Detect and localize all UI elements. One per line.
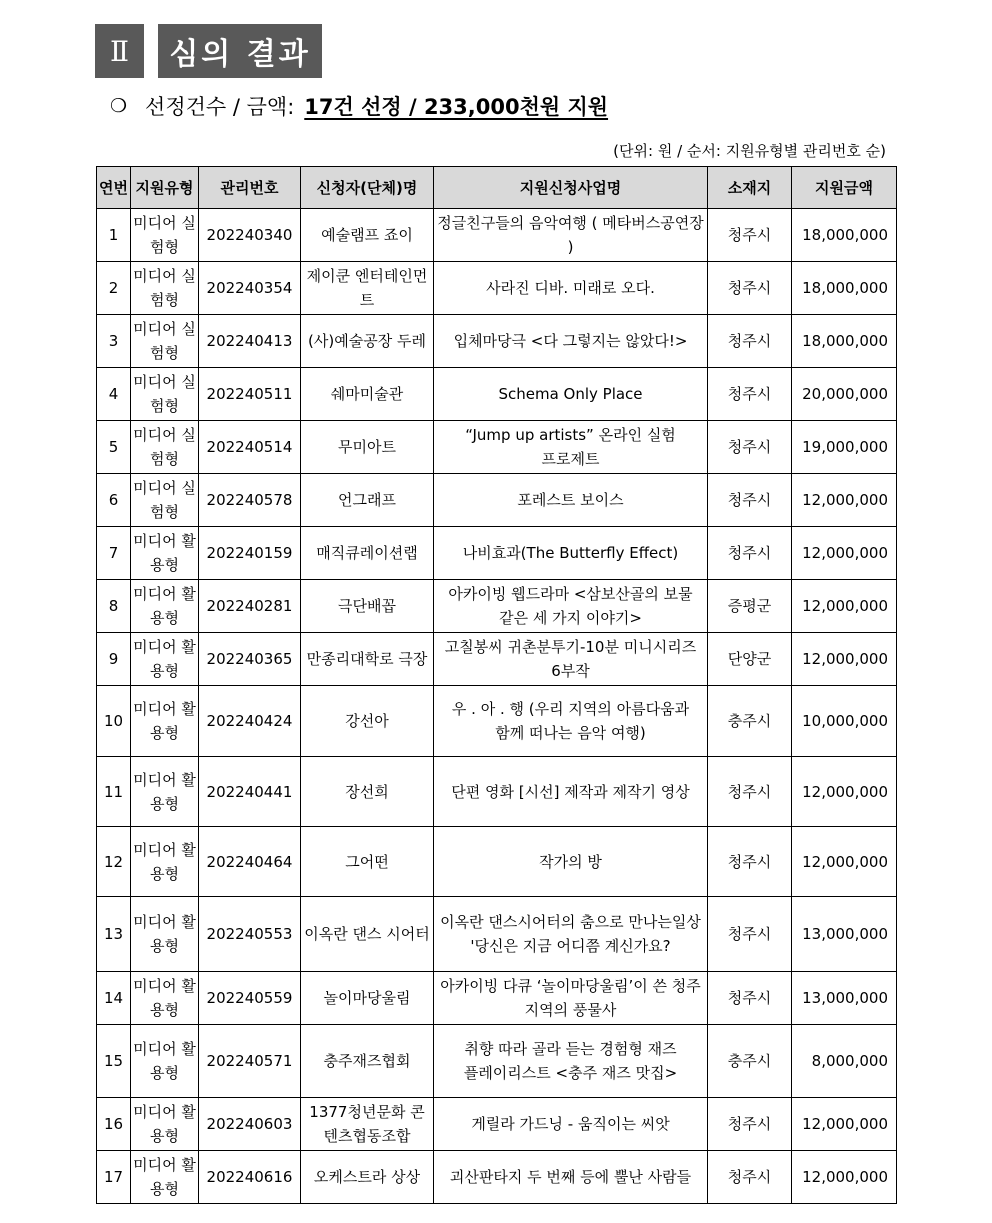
cell-id: 202240413 xyxy=(199,315,301,368)
cell-type: 미디어 실험형 xyxy=(131,474,199,527)
header-amount: 지원금액 xyxy=(792,167,897,209)
cell-project: 입체마당극 <다 그렇지는 않았다!> xyxy=(434,315,708,368)
cell-location: 청주시 xyxy=(708,262,792,315)
cell-applicant: 쉐마미술관 xyxy=(301,368,434,421)
cell-id: 202240603 xyxy=(199,1098,301,1151)
cell-no: 11 xyxy=(97,757,131,827)
cell-type: 미디어 활용형 xyxy=(131,580,199,633)
cell-applicant: 강선아 xyxy=(301,686,434,757)
cell-project: 아카이빙 웹드라마 <삼보산골의 보물 같은 세 가지 이야기> xyxy=(434,580,708,633)
cell-amount: 19,000,000 xyxy=(792,421,897,474)
summary-value: 17건 선정 / 233,000천원 지원 xyxy=(304,95,609,119)
cell-no: 4 xyxy=(97,368,131,421)
cell-applicant: (사)예술공장 두레 xyxy=(301,315,434,368)
header-no: 연번 xyxy=(97,167,131,209)
table-row xyxy=(97,580,897,633)
table-row xyxy=(97,1025,897,1098)
cell-location: 청주시 xyxy=(708,315,792,368)
unit-note: (단위: 원 / 순서: 지원유형별 관리번호 순) xyxy=(613,142,886,160)
cell-no: 9 xyxy=(97,633,131,686)
cell-amount: 12,000,000 xyxy=(792,580,897,633)
table-row xyxy=(97,315,897,368)
table-row xyxy=(97,421,897,474)
cell-type: 미디어 활용형 xyxy=(131,827,199,897)
cell-location: 청주시 xyxy=(708,527,792,580)
cell-amount: 8,000,000 xyxy=(792,1025,897,1098)
cell-project: 우 . 아 . 행 (우리 지역의 아름다움과 함께 떠나는 음악 여행) xyxy=(434,686,708,757)
cell-id: 202240559 xyxy=(199,972,301,1025)
table-row xyxy=(97,757,897,827)
cell-amount: 13,000,000 xyxy=(792,897,897,972)
cell-applicant: 장선희 xyxy=(301,757,434,827)
cell-no: 13 xyxy=(97,897,131,972)
cell-location: 청주시 xyxy=(708,474,792,527)
cell-type: 미디어 활용형 xyxy=(131,897,199,972)
cell-project: 단편 영화 [시선] 제작과 제작기 영상 xyxy=(434,757,708,827)
cell-no: 14 xyxy=(97,972,131,1025)
cell-project: 고칠봉씨 귀촌분투기-10분 미니시리즈 6부작 xyxy=(434,633,708,686)
section-heading xyxy=(95,24,322,78)
cell-location: 단양군 xyxy=(708,633,792,686)
table-row xyxy=(97,827,897,897)
cell-amount: 12,000,000 xyxy=(792,1151,897,1204)
cell-applicant: 그어떤 xyxy=(301,827,434,897)
cell-location: 청주시 xyxy=(708,827,792,897)
cell-type: 미디어 실험형 xyxy=(131,262,199,315)
cell-no: 17 xyxy=(97,1151,131,1204)
summary-label: 선정건수 / 금액: xyxy=(145,95,295,119)
cell-type: 미디어 활용형 xyxy=(131,1151,199,1204)
cell-location: 청주시 xyxy=(708,209,792,262)
cell-applicant: 매직큐레이션랩 xyxy=(301,527,434,580)
cell-project: 이옥란 댄스시어터의 춤으로 만나는일상 '당신은 지금 어디쯤 계신가요? xyxy=(434,897,708,972)
cell-amount: 10,000,000 xyxy=(792,686,897,757)
cell-id: 202240424 xyxy=(199,686,301,757)
cell-amount: 12,000,000 xyxy=(792,1098,897,1151)
cell-project: 사라진 디바. 미래로 오다. xyxy=(434,262,708,315)
cell-location: 충주시 xyxy=(708,1025,792,1098)
header-applicant: 신청자(단체)명 xyxy=(301,167,434,209)
cell-id: 202240578 xyxy=(199,474,301,527)
cell-amount: 12,000,000 xyxy=(792,757,897,827)
cell-applicant: 이옥란 댄스 시어터 xyxy=(301,897,434,972)
cell-id: 202240365 xyxy=(199,633,301,686)
table-row xyxy=(97,368,897,421)
table-row xyxy=(97,972,897,1025)
header-location: 소재지 xyxy=(708,167,792,209)
cell-project: 포레스트 보이스 xyxy=(434,474,708,527)
cell-location: 청주시 xyxy=(708,757,792,827)
selection-summary xyxy=(110,90,608,122)
cell-applicant: 오케스트라 상상 xyxy=(301,1151,434,1204)
header-type: 지원유형 xyxy=(131,167,199,209)
cell-no: 10 xyxy=(97,686,131,757)
table-row xyxy=(97,633,897,686)
cell-no: 15 xyxy=(97,1025,131,1098)
cell-no: 16 xyxy=(97,1098,131,1151)
cell-type: 미디어 활용형 xyxy=(131,757,199,827)
cell-amount: 12,000,000 xyxy=(792,527,897,580)
table-row xyxy=(97,897,897,972)
header-id: 관리번호 xyxy=(199,167,301,209)
cell-type: 미디어 활용형 xyxy=(131,686,199,757)
table-row xyxy=(97,209,897,262)
cell-location: 청주시 xyxy=(708,1098,792,1151)
cell-applicant: 극단배꼽 xyxy=(301,580,434,633)
cell-type: 미디어 실험형 xyxy=(131,368,199,421)
cell-amount: 18,000,000 xyxy=(792,209,897,262)
cell-no: 3 xyxy=(97,315,131,368)
cell-project: “Jump up artists” 온라인 실험 프로제트 xyxy=(434,421,708,474)
cell-amount: 12,000,000 xyxy=(792,633,897,686)
cell-amount: 12,000,000 xyxy=(792,827,897,897)
section-title: 심의 결과 xyxy=(158,24,322,78)
cell-id: 202240340 xyxy=(199,209,301,262)
cell-id: 202240159 xyxy=(199,527,301,580)
cell-id: 202240354 xyxy=(199,262,301,315)
table-row xyxy=(97,1098,897,1151)
cell-type: 미디어 활용형 xyxy=(131,972,199,1025)
header-project: 지원신청사업명 xyxy=(434,167,708,209)
cell-amount: 18,000,000 xyxy=(792,262,897,315)
cell-applicant: 무미아트 xyxy=(301,421,434,474)
cell-type: 미디어 활용형 xyxy=(131,1025,199,1098)
cell-id: 202240464 xyxy=(199,827,301,897)
cell-amount: 18,000,000 xyxy=(792,315,897,368)
cell-no: 2 xyxy=(97,262,131,315)
cell-project: 게릴라 가드닝 - 움직이는 씨앗 xyxy=(434,1098,708,1151)
cell-applicant: 언그래프 xyxy=(301,474,434,527)
bullet-icon: ❍ xyxy=(110,95,128,117)
cell-id: 202240281 xyxy=(199,580,301,633)
cell-applicant: 충주재즈협회 xyxy=(301,1025,434,1098)
cell-location: 청주시 xyxy=(708,897,792,972)
table-body xyxy=(97,209,897,1204)
cell-no: 12 xyxy=(97,827,131,897)
cell-no: 6 xyxy=(97,474,131,527)
cell-id: 202240571 xyxy=(199,1025,301,1098)
cell-id: 202240616 xyxy=(199,1151,301,1204)
cell-project: 아카이빙 다큐 ‘놀이마당울림’이 쓴 청주 지역의 풍물사 xyxy=(434,972,708,1025)
cell-location: 증평군 xyxy=(708,580,792,633)
results-table xyxy=(96,166,897,1204)
cell-project: 괴산판타지 두 번째 등에 뿔난 사람들 xyxy=(434,1151,708,1204)
cell-no: 5 xyxy=(97,421,131,474)
cell-type: 미디어 활용형 xyxy=(131,1098,199,1151)
cell-type: 미디어 활용형 xyxy=(131,527,199,580)
cell-type: 미디어 실험형 xyxy=(131,209,199,262)
cell-location: 청주시 xyxy=(708,1151,792,1204)
cell-location: 청주시 xyxy=(708,421,792,474)
cell-amount: 12,000,000 xyxy=(792,474,897,527)
cell-applicant: 제이쿤 엔터테인먼트 xyxy=(301,262,434,315)
cell-project: 취향 따라 골라 듣는 경험형 재즈 플레이리스트 <충주 재즈 맛집> xyxy=(434,1025,708,1098)
cell-applicant: 1377청년문화 콘텐츠협동조합 xyxy=(301,1098,434,1151)
cell-type: 미디어 활용형 xyxy=(131,633,199,686)
cell-type: 미디어 실험형 xyxy=(131,315,199,368)
cell-project: 정글친구들의 음악여행 ( 메타버스공연장 ) xyxy=(434,209,708,262)
cell-location: 청주시 xyxy=(708,972,792,1025)
table-header-row xyxy=(97,167,897,209)
cell-project: 작가의 방 xyxy=(434,827,708,897)
cell-id: 202240441 xyxy=(199,757,301,827)
table-row xyxy=(97,474,897,527)
cell-no: 1 xyxy=(97,209,131,262)
cell-applicant: 만종리대학로 극장 xyxy=(301,633,434,686)
cell-no: 7 xyxy=(97,527,131,580)
cell-project: 나비효과(The Butterfly Effect) xyxy=(434,527,708,580)
cell-project: Schema Only Place xyxy=(434,368,708,421)
cell-id: 202240514 xyxy=(199,421,301,474)
cell-no: 8 xyxy=(97,580,131,633)
section-number: Ⅱ xyxy=(95,24,144,78)
cell-location: 청주시 xyxy=(708,368,792,421)
table-row xyxy=(97,1151,897,1204)
table-row xyxy=(97,262,897,315)
table-row xyxy=(97,686,897,757)
cell-id: 202240511 xyxy=(199,368,301,421)
cell-amount: 20,000,000 xyxy=(792,368,897,421)
table-row xyxy=(97,527,897,580)
cell-id: 202240553 xyxy=(199,897,301,972)
cell-applicant: 예술램프 죠이 xyxy=(301,209,434,262)
cell-amount: 13,000,000 xyxy=(792,972,897,1025)
cell-applicant: 놀이마당울림 xyxy=(301,972,434,1025)
cell-location: 충주시 xyxy=(708,686,792,757)
cell-type: 미디어 실험형 xyxy=(131,421,199,474)
